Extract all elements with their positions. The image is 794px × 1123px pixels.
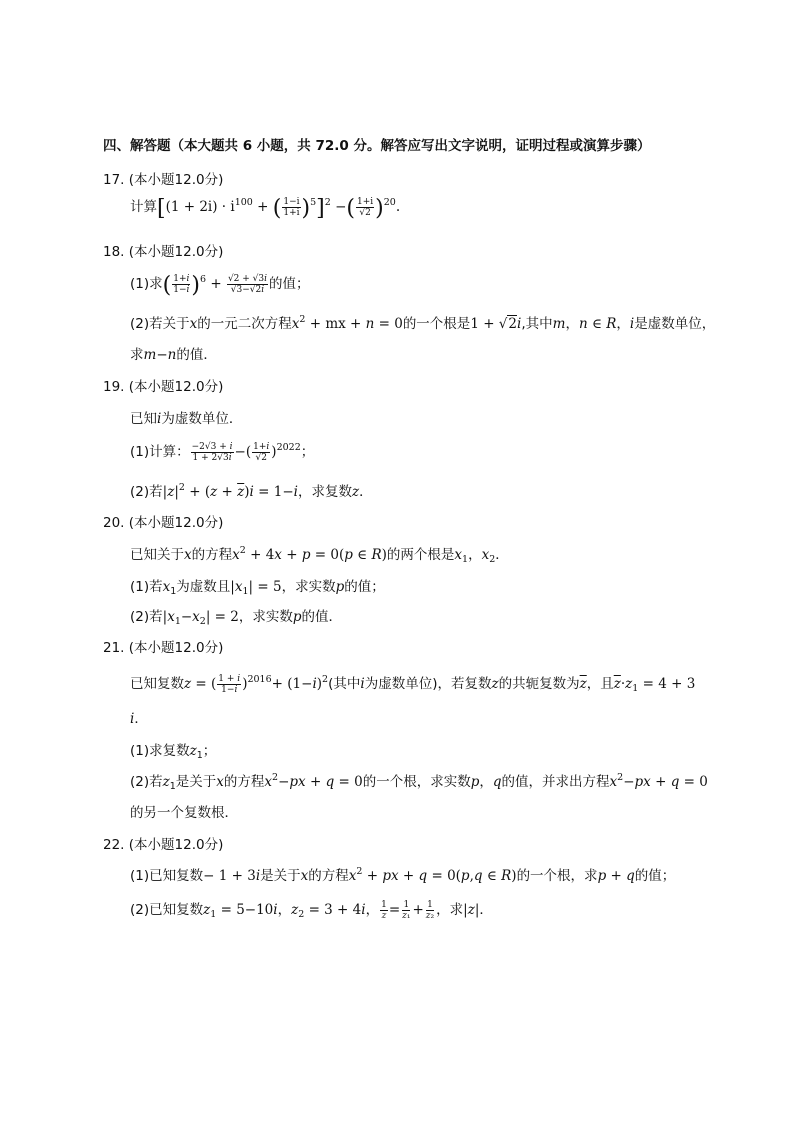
question-text: 是关于 <box>175 774 217 790</box>
question-text: 的方程 <box>191 547 233 563</box>
question-text: 已知复数 <box>130 676 184 692</box>
question-17-expression: 计算[$(1 + 2i) \cdot i^{100}$ + ( $\frac{1-i}{1+i}$ )$^5$]$^2$ −( $\frac{1+i}{√2}$ )$^{20}$. <box>130 196 401 221</box>
question-18-header <box>103 240 223 260</box>
section-title: 四、解答题（本大题共 6 小题，共 72.0 分。解答应写出文字说明，证明过程或演算步骤） <box>103 138 651 154</box>
question-number: 18. <box>103 244 125 260</box>
question-score: (本小题12.0分) <box>128 837 224 853</box>
question-text: ，且 <box>586 676 614 692</box>
question-text: 为虚数单位)，若复数 <box>364 676 492 692</box>
question-text: ． <box>134 711 148 727</box>
question-text: 的共轭复数为 <box>498 676 580 692</box>
question-text: (1)计算： <box>130 444 190 460</box>
question-20-part1: (1)若$x_1$为虚数且$|x_1| = 5$，求实数p的值； <box>130 579 385 597</box>
question-text: ． <box>359 484 373 500</box>
question-18-part2: (2)若关于x的一元二次方程$x^2$ + mx + n = 0的一个根是1 + √2i,其中m，n ∈ R，i是虚数单位， <box>130 314 716 332</box>
question-17-header <box>103 168 223 188</box>
question-19-intro: 已知i为虚数单位． <box>130 411 243 427</box>
question-text: ， <box>565 316 579 332</box>
question-text: 的两个根是 <box>386 547 455 563</box>
question-text: (2)若关于 <box>130 316 190 332</box>
question-21-header <box>103 636 223 656</box>
question-text: 为虚数单位． <box>161 411 243 427</box>
question-text: ， <box>365 902 380 918</box>
question-text: ,其中 <box>521 316 553 332</box>
question-18-part2-cont: 求m−n的值． <box>130 347 217 363</box>
question-text: 已知关于 <box>130 547 184 563</box>
question-text: 的值，并求出方程 <box>501 774 610 790</box>
question-score: (本小题12.0分) <box>128 244 224 260</box>
question-18-part1: (1)求( $\frac{1+i}{1-i}$ )$^6$ + $\frac{√2 + √3i}{√3-√2i}$ 的值； <box>130 273 310 298</box>
question-22-part2: (2)已知复数$z_1 = 5-10i$，$z_2 = 3 + 4i$， $\frac{1}{z}$ = $\frac{1}{\text{z₁}}$ + $\frac{1}{\text{z₂}}$ ，求|z|． <box>130 900 493 921</box>
question-text: 的值． <box>301 609 343 625</box>
question-text: 的一个根，求实数 <box>362 774 471 790</box>
question-text: ， <box>479 774 493 790</box>
question-text: ，求复数 <box>297 484 352 500</box>
question-21-intro: 已知复数z = ( $\frac{1 + i}{1-i}$ )$^{2016}+ (1-i)^2$(其中i为虚数单位)，若复数z的共轭复数为$\overline{z}$，且$\overline{z}\cdot z_1 = 4 + 3$ <box>130 674 696 695</box>
question-text: 为虚数且 <box>176 579 231 595</box>
question-number: 19. <box>103 379 125 395</box>
question-number: 21. <box>103 640 125 656</box>
question-21-intro-cont: i． <box>130 711 148 727</box>
question-score: (本小题12.0分) <box>128 640 224 656</box>
question-text: (1)若 <box>130 579 163 595</box>
question-text: ， <box>616 316 630 332</box>
question-number: 17. <box>103 172 125 188</box>
question-21-part2: (2)若$z_1$是关于x的方程$x^2-px + q = 0$的一个根，求实数p，q的值，并求出方程$x^2-px + q = 0$ <box>130 772 708 792</box>
question-text: 的一个根是 <box>402 316 471 332</box>
question-text: 的一元二次方程 <box>197 316 292 332</box>
question-21-part2-cont <box>130 801 238 821</box>
question-text: ， <box>277 902 292 918</box>
question-text: 的值． <box>176 347 217 363</box>
question-text: 的一个根，求 <box>516 868 598 884</box>
question-text: ． <box>479 902 493 918</box>
question-text: 是关于 <box>260 868 301 884</box>
question-text: 是虚数单位， <box>634 316 716 332</box>
question-19-header <box>103 375 223 395</box>
question-text: 的另一个复数根． <box>130 805 238 821</box>
question-text: 的值； <box>269 276 310 292</box>
question-number: 22. <box>103 837 125 853</box>
question-text: (2)已知复数 <box>130 902 204 918</box>
question-text: (其中 <box>328 676 361 692</box>
question-score: (本小题12.0分) <box>128 172 224 188</box>
question-20-header <box>103 511 223 531</box>
question-20-intro: 已知关于x的方程$x^2 + 4x + p = 0(p$ ∈ R)的两个根是$x_1$，$x_2$． <box>130 545 509 565</box>
question-text: 求 <box>130 347 144 363</box>
question-text: (1)求 <box>130 276 163 292</box>
question-score: (本小题12.0分) <box>128 515 224 531</box>
question-text: (1)求复数 <box>130 743 190 759</box>
question-number: 20. <box>103 515 125 531</box>
question-19-part1: (1)计算： $\frac{-2√3 + i}{1 + 2√3i}$ −( $\frac{1+i}{√2}$ )$^{2022}$； <box>130 442 315 463</box>
question-text: 的值； <box>344 579 385 595</box>
question-text: ，求实数 <box>238 609 293 625</box>
question-22-header <box>103 833 223 853</box>
question-22-part1: (1)已知复数− 1 + 3i是关于x的方程$x^2$ + px + q = 0(p,q ∈ R)的一个根，求p + q的值； <box>130 866 676 884</box>
question-19-part2: (2)若$|z|^2 + (z + \overline{z})i = 1-i$，求复数z． <box>130 482 373 500</box>
question-text: (2)若 <box>130 484 163 500</box>
question-20-part2: (2)若$|x_1-x_2| = 2$，求实数p的值． <box>130 609 343 627</box>
question-text: ，求实数 <box>281 579 336 595</box>
question-text: 计算 <box>130 199 157 215</box>
question-text: 已知 <box>130 411 157 427</box>
question-text: 的值； <box>634 868 676 884</box>
question-21-part1: (1)求复数$z_1$； <box>130 743 217 761</box>
question-text: ，求 <box>436 902 464 918</box>
question-text: (2)若 <box>130 609 163 625</box>
question-text: (2)若 <box>130 774 163 790</box>
question-text: 的方程 <box>308 868 349 884</box>
question-text: ； <box>202 743 217 759</box>
question-text: ． <box>495 547 509 563</box>
question-text: 的方程 <box>223 774 265 790</box>
question-score: (本小题12.0分) <box>128 379 224 395</box>
question-text: (1)已知复数 <box>130 868 204 884</box>
